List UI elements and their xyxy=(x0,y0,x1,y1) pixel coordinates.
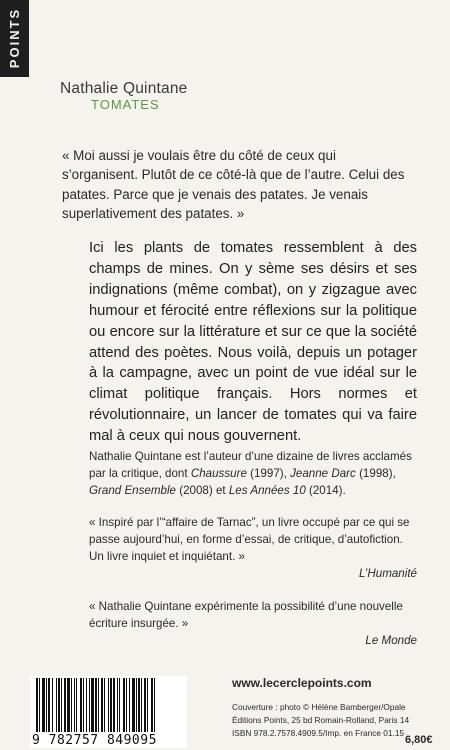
barcode-bars xyxy=(32,678,185,734)
barcode-bar xyxy=(132,678,135,732)
colophon xyxy=(232,701,432,739)
book-title: TOMATES xyxy=(91,97,160,112)
barcode-bar xyxy=(56,678,57,732)
barcode-bar xyxy=(101,678,103,732)
bio-intro: Nathalie Quintane est l’auteur d’une dizaine de livres acclamés par la critique, dont xyxy=(89,450,412,480)
bio-book-title: Jeanne Darc xyxy=(290,467,356,480)
barcode-bar xyxy=(98,678,99,732)
barcode-bar xyxy=(104,678,105,732)
barcode-bar xyxy=(67,678,70,732)
barcode-digits: 9 782757 849095 xyxy=(32,733,157,748)
bio-book-title: Chaussure xyxy=(190,467,247,480)
cover-credit: Couverture : photo © Hélène Bamberger/Opale xyxy=(232,702,406,712)
review-text: « Inspiré par l’“affaire de Tarnac”, un livre occupé par ce qui se passe aujourd’hui, en forme d’essai, de critique, d’autofiction. Un livre inquiet et inquiétant. » xyxy=(89,516,410,563)
barcode-bar xyxy=(110,678,112,732)
bio-year: (2008) et xyxy=(176,484,229,497)
barcode-bar xyxy=(61,678,62,732)
barcode-bar xyxy=(108,678,109,732)
author-bio xyxy=(89,448,417,499)
bio-year: (1997), xyxy=(246,467,291,480)
review-source: L’Humanité xyxy=(358,567,417,580)
barcode-bar xyxy=(83,678,84,732)
barcode-bar xyxy=(129,678,130,732)
epigraph-quote: « Moi aussi je voulais être du côté de ceux qui s’organisent. Plutôt de ce côté-là que de l’autre. Celui des patates. Parce que je venais des patates. Je venais superlativement des patates. » xyxy=(62,148,405,221)
press-review xyxy=(89,514,417,582)
barcode-bar xyxy=(154,678,155,732)
barcode-bar xyxy=(76,678,77,732)
review-text: « Nathalie Quintane expérimente la possibilité d’une nouvelle écriture insurgée. » xyxy=(89,600,403,630)
publisher-logo-text: POINTS xyxy=(7,7,22,69)
review-source: Le Monde xyxy=(365,634,417,647)
isbn-barcode xyxy=(30,676,187,748)
barcode-bar xyxy=(58,678,60,732)
barcode-bar xyxy=(91,678,94,732)
barcode-bar xyxy=(117,678,118,732)
barcode-bar xyxy=(42,678,45,732)
barcode-bar xyxy=(119,678,120,732)
barcode-bar xyxy=(64,678,66,732)
barcode-bar xyxy=(123,678,125,732)
price-tag: 6,80€ xyxy=(405,734,433,746)
barcode-bar xyxy=(80,678,82,732)
bio-year: (2014). xyxy=(305,484,346,497)
barcode-bar xyxy=(113,678,115,732)
publisher-logo-strip xyxy=(0,0,29,77)
barcode-bar xyxy=(89,678,90,732)
barcode-bar xyxy=(126,678,127,732)
isbn-line: ISBN 978.2.7578.4909.5/Imp. en France 01.15 xyxy=(232,727,405,738)
back-cover-blurb: Ici les plants de tomates ressemblent à des champs de mines. On y sème ses désirs et ses indignations (même combat), on y zigzague avec humour et férocité entre réflexions sur la politique ou encore sur la littérature et sur ce que la société attend des poètes. Nous voilà, depuis un potager à la campagne, avec un point de vue idéal sur le climat politique français. Hors normes et révolutionnaire, un lancer de tomates qui va faire mal à ceux qui nous gouvernent. xyxy=(89,240,417,445)
publisher-address: Éditions Points, 25 bd Romain-Rolland, Paris 14 xyxy=(232,714,410,725)
barcode-bar xyxy=(74,678,75,732)
barcode-bar xyxy=(36,678,38,732)
bio-book-title: Les Années 10 xyxy=(228,484,306,497)
barcode-bar xyxy=(39,678,40,732)
press-review xyxy=(89,598,417,649)
barcode-bar xyxy=(95,678,97,732)
barcode-bar xyxy=(138,678,140,732)
bio-book-title: Grand Ensemble xyxy=(89,484,176,497)
barcode-bar xyxy=(144,678,146,732)
author-name: Nathalie Quintane xyxy=(60,80,188,97)
barcode-bar xyxy=(48,678,50,732)
barcode-bar xyxy=(46,678,47,732)
barcode-bar xyxy=(86,678,87,732)
bio-year: (1998), xyxy=(355,467,396,480)
barcode-bar xyxy=(136,678,137,732)
barcode-bar xyxy=(147,678,148,732)
barcode-bar xyxy=(52,678,53,732)
publisher-website: www.lecerclepoints.com xyxy=(232,676,372,690)
barcode-bar xyxy=(151,678,153,732)
barcode-bar xyxy=(141,678,142,732)
barcode-bar xyxy=(71,678,72,732)
